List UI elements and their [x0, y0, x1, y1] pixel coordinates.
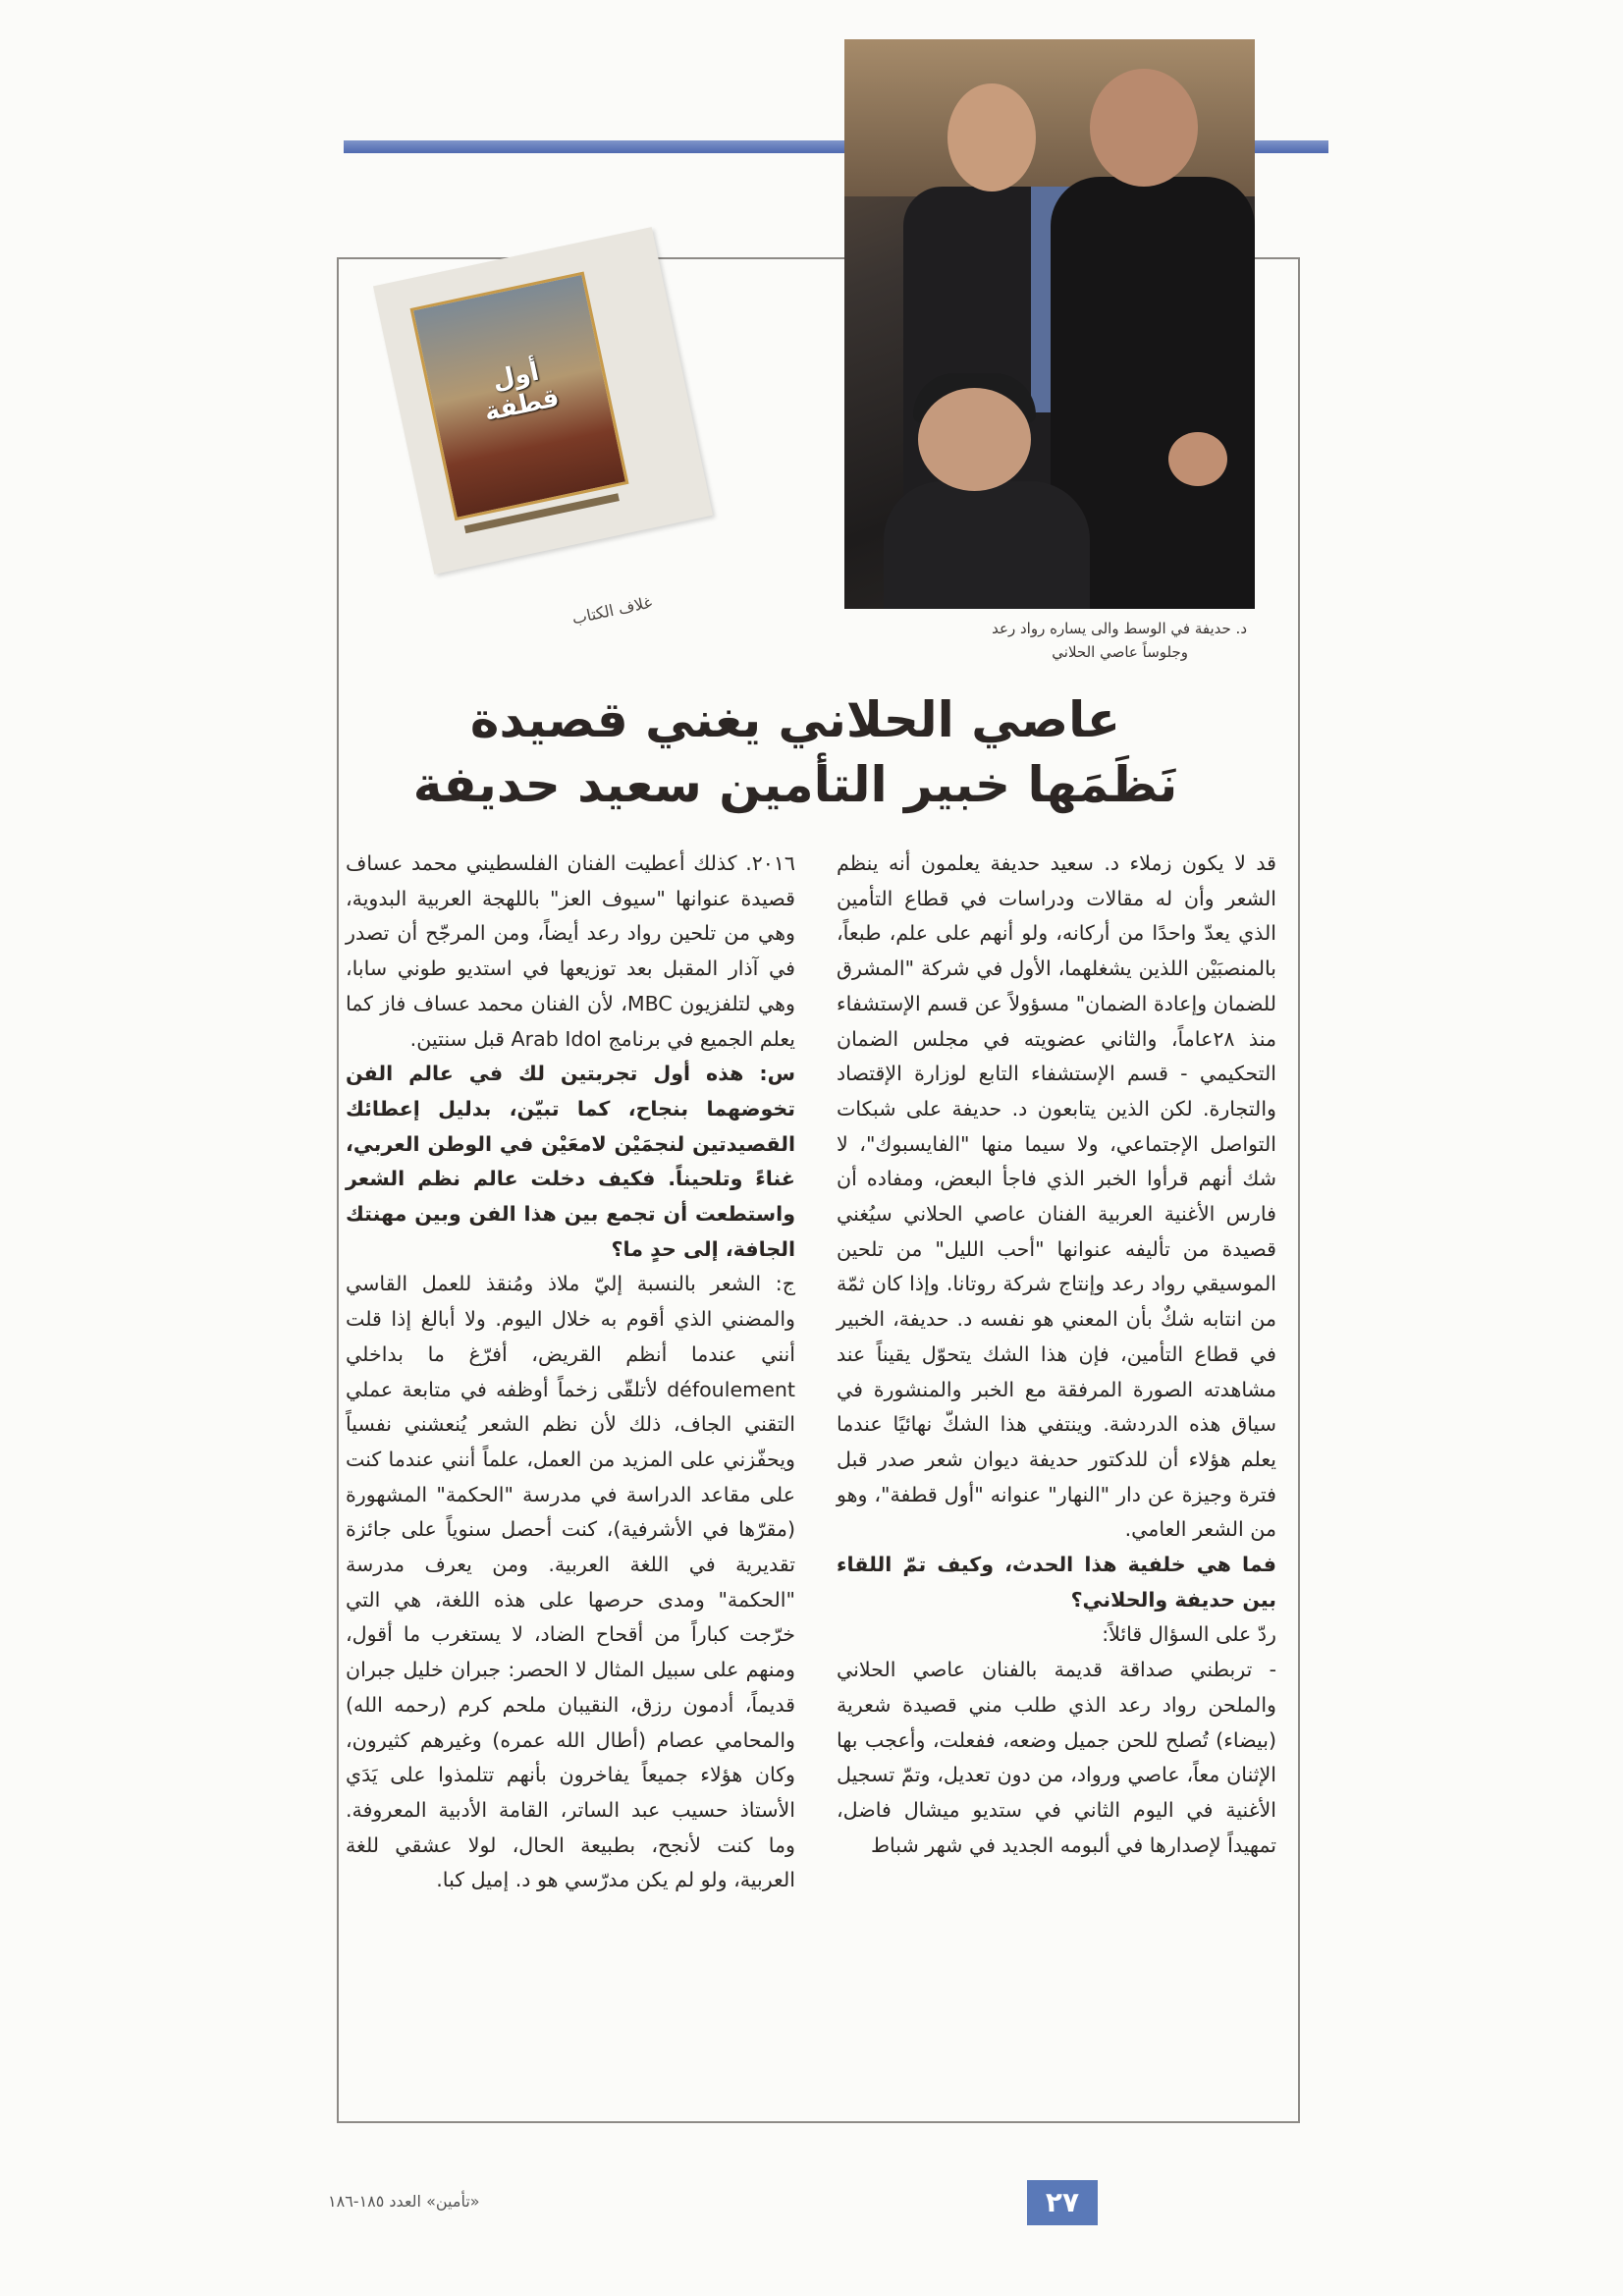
headline-line2: نَظَمَها خبير التأمين سعيد حديفة: [412, 756, 1178, 813]
article-column-right: [837, 847, 1276, 1863]
book-cover: [373, 227, 713, 574]
book-caption: غلاف الكتاب: [569, 592, 654, 629]
page-number: ٢٧: [1027, 2180, 1098, 2225]
book-cover-art: [410, 271, 629, 520]
headline-line1: عاصي الحلاني يغني قصيدة: [469, 691, 1121, 748]
article-paragraph: ردّ على السؤال قائلاً:: [1102, 1622, 1276, 1647]
interview-question: فما هي خلفية هذا الحدث، وكيف تمّ اللقاء بين حديفة والحلاني؟: [837, 1553, 1276, 1612]
header-rule-left: [344, 140, 846, 153]
article-paragraph: ج: الشعر بالنسبة إليّ ملاذ ومُنقذ للعمل القاسي والمضني الذي أقوم به خلال اليوم. ولا أبالغ إذا قلت أنني عندما أنظم القريض، أفرّغ ما بداخلي défoulement لأتلقّى زخماً أوظفه في متابعة عملي التقني الجاف، ذلك لأن نظم الشعر يُنعشني نفسياً ويحفّزني على المزيد من العمل، علماً أنني عندما كنت على مقاعد الدراسة في مدرسة "الحكمة" المشهورة (مقرّها في الأشرفية)، كنت أحصل سنوياً على جائزة تقديرية في اللغة العربية. ومن يعرف مدرسة "الحكمة" ومدى حرصها على هذه اللغة، هي التي خرّجت كباراً من أقحاح الضاد، لا يستغرب ما أقول، ومنهم على سبيل المثال لا الحصر: جبران خليل جبران قديماً، أدمون رزق، النقيبان ملحم كرم (رحمه الله) والمحامي عصام (أطال الله عمره) وغيرهم كثيرون، وكان هؤلاء جميعاً يفاخرون بأنهم تتلمذوا على يَدَي الأستاذ حسيب عبد الساتر، القامة الأدبية المعروفة. وما كنت لأنجح، بطبيعة الحال، لولا عشقي للغة العربية، ولو لم يكن مدرّسي هو د. إميل كبا.: [346, 1272, 795, 1892]
group-photo: [844, 39, 1255, 609]
article-paragraph: قد لا يكون زملاء د. سعيد حديفة يعلمون أنه ينظم الشعر وأن له مقالات ودراسات في قطاع التأمين الذي يعدّ واحدًا من أركانه، ولو أنهم على علم، طبعاً، بالمنصبَيْن اللذين يشغلهما، الأول في شركة "المشرق للضمان وإعادة الضمان" مسؤولاً عن قسم الإستشفاء منذ ٢٨عاماً، والثاني عضويته في مجلس الضمان التحكيمي - قسم الإستشفاء التابع لوزارة الإقتصاد والتجارة. لكن الذين يتابعون د. حديفة على شبكات التواصل الإجتماعي، ولا سيما منها "الفايسبوك"، لا شك أنهم قرأوا الخبر الذي فاجأ البعض، ومفاده أن فارس الأغنية العربية الفنان عاصي الحلاني سيُغني قصيدة من تأليفه عنوانها "أحب الليل" من تلحين الموسيقي رواد رعد وإنتاج شركة روتانا. وإذا كان ثمّة من انتابه شكٌ بأن المعني هو نفسه د. حديفة، الخبير في قطاع التأمين، فإن هذا الشك يتحوّل يقيناً عند مشاهدته الصورة المرفقة مع الخبر والمنشورة في سياق هذه الدردشة. وينتفي هذا الشكّ نهائيًا عندما يعلم هؤلاء أن للدكتور حديفة ديوان شعر صدر قبل فترة وجيزة عن دار "النهار" عنوانه "أول قطفة"، وهو من الشعر العامي.: [837, 851, 1276, 1542]
issue-label: «تأمين» العدد ١٨٥-١٨٦: [328, 2192, 480, 2211]
photo-caption-line1: د. حديفة في الوسط والى يساره رواد رعد: [992, 620, 1247, 637]
photo-caption: [903, 617, 1247, 664]
article-headline: [353, 687, 1237, 817]
interview-question: س: هذه أول تجربتين لك في عالم الفن تخوضهما بنجاح، كما تبيّن، بدليل إعطائك القصيدتين لنجمَيْن لامعَيْن في الوطن العربي، غناءً وتلحيناً. فكيف دخلت عالم نظم الشعر واستطعت أن تجمع بين هذا الفن وبين مهنتك الجافة، إلى حدٍ ما؟: [346, 1062, 795, 1261]
book-cover-title: أول قطفة: [481, 356, 563, 428]
header-rule-right: [1252, 140, 1328, 153]
article-column-left: [346, 847, 795, 1898]
photo-caption-line2: وجلوساً عاصي الحلاني: [1052, 643, 1188, 661]
article-paragraph: ٢٠١٦. كذلك أعطيت الفنان الفلسطيني محمد عساف قصيدة عنوانها "سيوف العز" باللهجة العربية البدوية، وهي من تلحين رواد رعد أيضاً، ومن المرجّح أن تصدر في آذار المقبل بعد توزيعها في استديو طوني سابا، وهي لتلفزيون MBC، لأن الفنان محمد عساف فاز كما يعلم الجميع في برنامج Arab Idol قبل سنتين.: [346, 851, 795, 1051]
article-paragraph: - تربطني صداقة قديمة بالفنان عاصي الحلاني والملحن رواد رعد الذي طلب مني قصيدة شعرية (بيضاء) تُصلح للحن جميل وضعه، ففعلت، وأعجب بها الإثنان معاً، عاصي ورواد، من دون تعديل، وتمّ تسجيل الأغنية في اليوم الثاني في ستديو ميشال فاضل، تمهيداً لإصدارها في ألبومه الجديد في شهر شباط: [837, 1658, 1276, 1857]
